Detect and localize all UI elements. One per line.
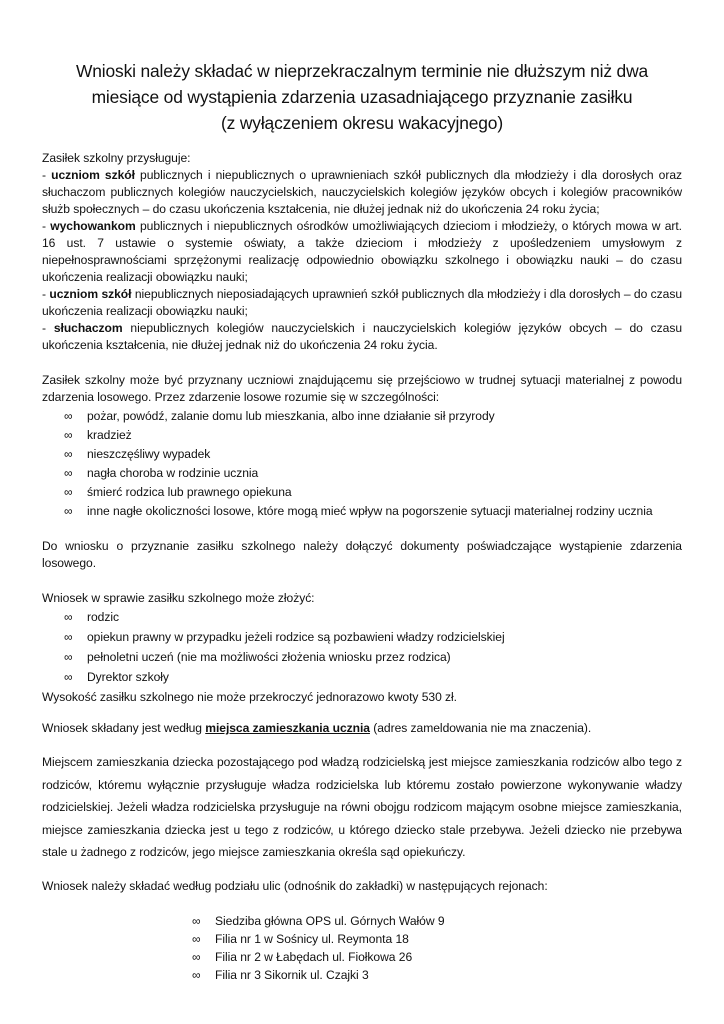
eligibility-item: - uczniom szkół niepublicznych nieposiadających uprawnień szkół publicznych dla młodzieży i dla dorosłych – do czasu ukończenia realizacji obowiązku nauki;: [42, 287, 682, 318]
list-item: ∞ rodzic: [64, 610, 119, 624]
eligibility-heading: Zasiłek szkolny przysługuje:: [42, 151, 191, 165]
random-events-section: [42, 372, 682, 520]
regions-intro: Wniosek należy składać według podziału ulic (odnośnik do zakładki) w następujących rejonach:: [42, 878, 548, 893]
infinity-bullet-icon: ∞: [64, 409, 73, 423]
list-item: ∞ pełnoletni uczeń (nie ma możliwości złożenia wniosku przez rodzica): [64, 650, 451, 664]
list-item: ∞ nieszczęśliwy wypadek: [64, 447, 211, 461]
documents-section: [42, 538, 682, 572]
parental-residence-text: Miejscem zamieszkania dziecka pozostającego pod władzą rodzicielską jest miejsce zamieszkania rodziców albo tego z rodziców, któremu wyłącznie przysługuje władza rodzicielska lub któremu zostało powierzone wykonywanie władzy rodzicielskiej. Jeżeli władza rodzicielska przysługuje na równi obojgu rodzicom mającym osobne miejsce zamieszkania, miejsce zamieszkania dziecka jest u tego z rodziców, u którego dziecko stale przebywa. Jeżeli dziecko nie przebywa stale u żadnego z rodziców, jego miejsce zamieszkania określa sąd opiekuńczy.: [42, 755, 682, 859]
list-item: ∞ pożar, powódź, zalanie domu lub mieszkania, albo inne działanie sił przyrody: [64, 409, 495, 423]
list-item: ∞ Dyrektor szkoły: [64, 670, 169, 684]
infinity-bullet-icon: ∞: [64, 428, 73, 442]
eligibility-item: - wychowankom publicznych i niepublicznych ośrodków umożliwiających dzieciom i młodzieży, o których mowa w art. 16 ust. 7 ustawie o systemie oświaty, a także dzieciom i młodzieży z upośledzeniem umysłowym z niepełnosprawnościami sprzężonymi realizację odpowiednio obowiązku szkolnego i obowiązku nauki – do czasu ukończenia realizacji obowiązku nauki;: [42, 219, 682, 284]
applicants-intro: Wniosek w sprawie zasiłku szkolnego może złożyć:: [42, 591, 315, 605]
amount-limit-text: Wysokość zasiłku szkolnego nie może przekroczyć jednorazowo kwoty 530 zł.: [42, 690, 457, 704]
infinity-bullet-icon: ∞: [192, 931, 201, 946]
applicants-section: [42, 590, 682, 706]
infinity-bullet-icon: ∞: [192, 913, 201, 928]
title-line-3: (z wyłączeniem okresu wakacyjnego): [221, 113, 503, 133]
infinity-bullet-icon: ∞: [64, 504, 73, 518]
infinity-bullet-icon: ∞: [64, 447, 73, 461]
title-line-1: Wnioski należy składać w nieprzekraczalnym terminie nie dłuższym niż dwa: [76, 61, 648, 81]
list-item: ∞ nagła choroba w rodzinie ucznia: [64, 466, 259, 480]
page-title: [40, 58, 684, 136]
infinity-bullet-icon: ∞: [192, 967, 201, 982]
random-events-list: [42, 408, 682, 520]
location-item: ∞ Filia nr 1 w Sośnicy ul. Reymonta 18: [192, 931, 409, 946]
infinity-bullet-icon: ∞: [192, 949, 201, 964]
residence-emphasis: miejsca zamieszkania ucznia: [205, 721, 370, 735]
location-item: ∞ Siedziba główna OPS ul. Górnych Wałów 9: [192, 913, 445, 928]
residence-text: Wniosek składany jest według miejsca zamieszkania ucznia (adres zameldowania nie ma znaczenia).: [42, 721, 592, 735]
eligibility-item: - uczniom szkół publicznych i niepublicznych o uprawnieniach szkół publicznych dla młodzieży i dla dorosłych oraz słuchaczom publicznych kolegiów nauczycielskich, nauczycielskich kolegiów języków obcych i kolegiów pracowników służb społecznych – do czasu ukończenia kształcenia, nie dłużej jednak niż do ukończenia 24 roku życia;: [42, 168, 682, 216]
infinity-bullet-icon: ∞: [64, 610, 73, 624]
infinity-bullet-icon: ∞: [64, 485, 73, 499]
list-item: ∞ opiekun prawny w przypadku jeżeli rodzice są pozbawieni władzy rodzicielskiej: [64, 630, 505, 644]
infinity-bullet-icon: ∞: [64, 630, 73, 644]
location-item: ∞ Filia nr 2 w Łabędach ul. Fiołkowa 26: [192, 949, 413, 964]
applicants-list: [42, 609, 682, 686]
infinity-bullet-icon: ∞: [64, 466, 73, 480]
eligibility-item: - słuchaczom niepublicznych kolegiów nauczycielskich i nauczycielskich kolegiów języków obcych – do czasu ukończenia kształcenia, nie dłużej jednak niż do ukończenia 24 roku życia.: [42, 321, 682, 352]
list-item: ∞ kradzież: [64, 428, 132, 442]
parental-residence-section: [42, 751, 682, 864]
list-item: ∞ śmierć rodzica lub prawnego opiekuna: [64, 485, 292, 499]
residence-section: [42, 720, 682, 737]
location-item: ∞ Filia nr 3 Sikornik ul. Czajki 3: [192, 967, 369, 982]
title-line-2: miesiące od wystąpienia zdarzenia uzasadniającego przyznanie zasiłku: [91, 87, 633, 107]
infinity-bullet-icon: ∞: [64, 650, 73, 664]
document-body: [42, 150, 682, 985]
documents-text: Do wniosku o przyznanie zasiłku szkolnego należy dołączyć dokumenty poświadczające wystąpienie zdarzenia losowego.: [42, 539, 682, 570]
infinity-bullet-icon: ∞: [64, 670, 73, 684]
regions-section: [42, 878, 682, 984]
locations-list: [42, 913, 682, 984]
eligibility-section: [42, 150, 682, 354]
random-events-intro: Zasiłek szkolny może być przyznany uczniowi znajdującemu się przejściowo w trudnej sytuacji materialnej z powodu zdarzenia losowego. Przez zdarzenie losowe rozumie się w szczególności:: [42, 373, 682, 404]
list-item: ∞ inne nagłe okoliczności losowe, które mogą mieć wpływ na pogorszenie sytuacji materialnej rodziny ucznia: [64, 504, 653, 518]
